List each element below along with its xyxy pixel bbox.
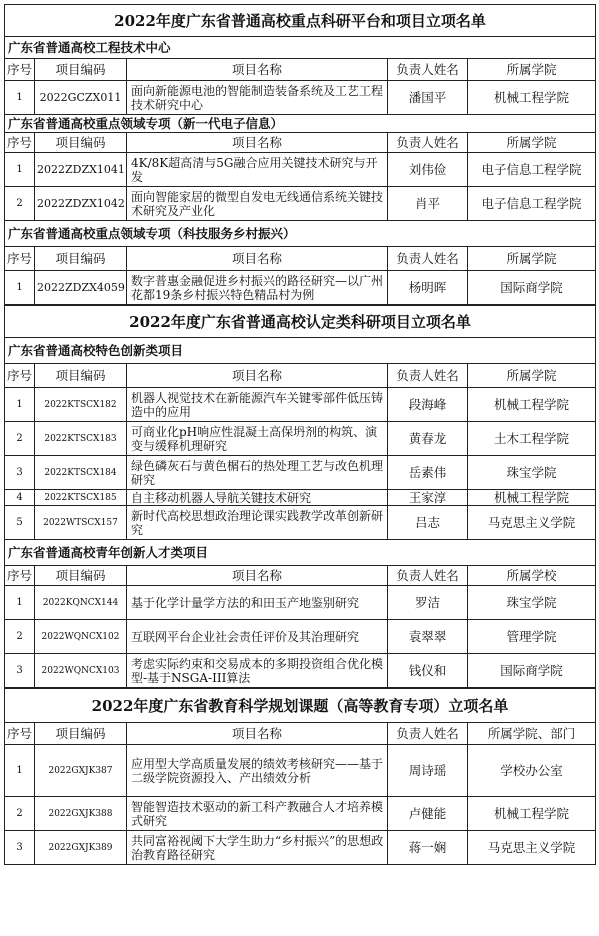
column-header: 负责人姓名: [388, 247, 468, 271]
department: 土木工程学院: [468, 422, 596, 456]
project-leader: 刘伟俭: [388, 153, 468, 187]
project-leader: 蒋一娴: [388, 831, 468, 865]
project-name: 面向智能家居的微型自发电无线通信系统关键技术研究及产业化: [127, 187, 388, 221]
project-leader: 潘国平: [388, 81, 468, 115]
project-name: 面向新能源电池的智能制造装备系统及工艺工程技术研究中心: [127, 81, 388, 115]
column-header: 序号: [5, 59, 35, 81]
project-leader: 钱仪和: [388, 654, 468, 688]
project-name: 新时代高校思想政治理论课实践教学改革创新研究: [127, 506, 388, 540]
department: 马克思主义学院: [468, 831, 596, 865]
list-table-2: [4, 305, 596, 688]
project-name: 机器人视觉技术在新能源汽车关键零部件低压铸造中的应用: [127, 388, 388, 422]
column-header: 所属学院: [468, 247, 596, 271]
table-row: [5, 271, 596, 305]
project-code: 2022KTSCX183: [35, 422, 127, 456]
section-heading: 广东省普通高校特色创新类项目: [5, 338, 596, 364]
department: 电子信息工程学院: [468, 187, 596, 221]
column-header: 负责人姓名: [388, 59, 468, 81]
column-header: 项目编码: [35, 133, 127, 153]
project-name: 基于化学计量学方法的和田玉产地鉴别研究: [127, 586, 388, 620]
table-row: [5, 586, 596, 620]
project-name: 自主移动机器人导航关键技术研究: [127, 490, 388, 506]
column-header: 项目名称: [127, 723, 388, 745]
project-name: 共同富裕视阈下大学生助力“乡村振兴”的思想政治教育路径研究: [127, 831, 388, 865]
project-leader: 黄春龙: [388, 422, 468, 456]
row-number: 3: [5, 456, 35, 490]
project-name: 4K/8K超高清与5G融合应用关键技术研究与开发: [127, 153, 388, 187]
document: [4, 4, 595, 865]
project-name: 应用型大学高质量发展的绩效考核研究——基于二级学院资源投入、产出绩效分析: [127, 745, 388, 797]
column-header: 负责人姓名: [388, 364, 468, 388]
column-header: 项目编码: [35, 566, 127, 586]
department: 机械工程学院: [468, 490, 596, 506]
project-name: 智能智造技术驱动的新工科产教融合人才培养模式研究: [127, 797, 388, 831]
table-row: [5, 506, 596, 540]
department: 电子信息工程学院: [468, 153, 596, 187]
table-row: [5, 422, 596, 456]
project-name: 绿色磷灰石与黄色榍石的热处理工艺与改色机理研究: [127, 456, 388, 490]
project-code: 2022ZDZX1041: [35, 153, 127, 187]
list-table-1: [4, 4, 596, 305]
table-row: [5, 388, 596, 422]
table-title: 2022年度广东省普通高校重点科研平台和项目立项名单: [5, 5, 596, 37]
column-header: 项目名称: [127, 247, 388, 271]
project-leader: 周诗瑶: [388, 745, 468, 797]
table-row: [5, 490, 596, 506]
row-number: 2: [5, 797, 35, 831]
department: 珠宝学院: [468, 586, 596, 620]
row-number: 1: [5, 745, 35, 797]
project-leader: 罗洁: [388, 586, 468, 620]
project-code: 2022KTSCX185: [35, 490, 127, 506]
column-header: 序号: [5, 364, 35, 388]
department: 珠宝学院: [468, 456, 596, 490]
table-row: [5, 81, 596, 115]
department: 机械工程学院: [468, 388, 596, 422]
department: 机械工程学院: [468, 797, 596, 831]
table-row: [5, 745, 596, 797]
column-header: 项目编码: [35, 59, 127, 81]
project-code: 2022GXJK388: [35, 797, 127, 831]
section-heading: 广东省普通高校重点领域专项（新一代电子信息）: [5, 115, 596, 133]
project-leader: 卢健能: [388, 797, 468, 831]
column-header: 项目名称: [127, 566, 388, 586]
project-code: 2022KQNCX144: [35, 586, 127, 620]
column-header: 项目名称: [127, 59, 388, 81]
column-header: 项目编码: [35, 247, 127, 271]
table-title: 2022年度广东省教育科学规划课题（高等教育专项）立项名单: [5, 689, 596, 723]
table-row: [5, 797, 596, 831]
column-header: 序号: [5, 133, 35, 153]
column-header: 项目编码: [35, 723, 127, 745]
table-row: [5, 153, 596, 187]
table-row: [5, 187, 596, 221]
department: 机械工程学院: [468, 81, 596, 115]
column-header: 负责人姓名: [388, 133, 468, 153]
table-title: 2022年度广东省普通高校认定类科研项目立项名单: [5, 306, 596, 338]
row-number: 2: [5, 422, 35, 456]
project-name: 可商业化pH响应性混凝土高保坍剂的构筑、演变与缓释机理研究: [127, 422, 388, 456]
department: 管理学院: [468, 620, 596, 654]
table-row: [5, 831, 596, 865]
row-number: 2: [5, 187, 35, 221]
column-header: 序号: [5, 566, 35, 586]
row-number: 1: [5, 81, 35, 115]
table-row: [5, 654, 596, 688]
row-number: 2: [5, 620, 35, 654]
department: 国际商学院: [468, 654, 596, 688]
row-number: 1: [5, 271, 35, 305]
project-leader: 肖平: [388, 187, 468, 221]
column-header: 序号: [5, 723, 35, 745]
project-code: 2022GCZX011: [35, 81, 127, 115]
column-header: 序号: [5, 247, 35, 271]
column-header: 所属学校: [468, 566, 596, 586]
project-code: 2022ZDZX4059: [35, 271, 127, 305]
column-header: 负责人姓名: [388, 723, 468, 745]
list-table-3: [4, 688, 596, 865]
column-header: 负责人姓名: [388, 566, 468, 586]
project-code: 2022KTSCX182: [35, 388, 127, 422]
row-number: 1: [5, 586, 35, 620]
column-header: 所属学院: [468, 364, 596, 388]
column-header: 所属学院: [468, 133, 596, 153]
project-code: 2022KTSCX184: [35, 456, 127, 490]
department: 学校办公室: [468, 745, 596, 797]
section-heading: 广东省普通高校青年创新人才类项目: [5, 540, 596, 566]
column-header: 项目名称: [127, 133, 388, 153]
row-number: 1: [5, 153, 35, 187]
project-name: 互联网平台企业社会责任评价及其治理研究: [127, 620, 388, 654]
project-name: 考虑实际约束和交易成本的多期投资组合优化模型-基于NSGA-III算法: [127, 654, 388, 688]
project-code: 2022GXJK389: [35, 831, 127, 865]
row-number: 5: [5, 506, 35, 540]
project-leader: 段海峰: [388, 388, 468, 422]
section-heading: 广东省普通高校重点领域专项（科技服务乡村振兴）: [5, 221, 596, 247]
table-row: [5, 620, 596, 654]
project-code: 2022WTSCX157: [35, 506, 127, 540]
row-number: 1: [5, 388, 35, 422]
column-header: 所属学院: [468, 59, 596, 81]
table-row: [5, 456, 596, 490]
department: 国际商学院: [468, 271, 596, 305]
row-number: 3: [5, 654, 35, 688]
row-number: 3: [5, 831, 35, 865]
project-code: 2022GXJK387: [35, 745, 127, 797]
project-code: 2022WQNCX102: [35, 620, 127, 654]
project-leader: 王家淳: [388, 490, 468, 506]
department: 马克思主义学院: [468, 506, 596, 540]
project-code: 2022ZDZX1042: [35, 187, 127, 221]
project-leader: 袁翠翠: [388, 620, 468, 654]
project-name: 数字普惠金融促进乡村振兴的路径研究—以广州花都19条乡村振兴特色精品村为例: [127, 271, 388, 305]
column-header: 项目名称: [127, 364, 388, 388]
row-number: 4: [5, 490, 35, 506]
column-header: 所属学院、部门: [468, 723, 596, 745]
project-code: 2022WQNCX103: [35, 654, 127, 688]
project-leader: 吕志: [388, 506, 468, 540]
column-header: 项目编码: [35, 364, 127, 388]
project-leader: 杨明晖: [388, 271, 468, 305]
project-leader: 岳素伟: [388, 456, 468, 490]
section-heading: 广东省普通高校工程技术中心: [5, 37, 596, 59]
